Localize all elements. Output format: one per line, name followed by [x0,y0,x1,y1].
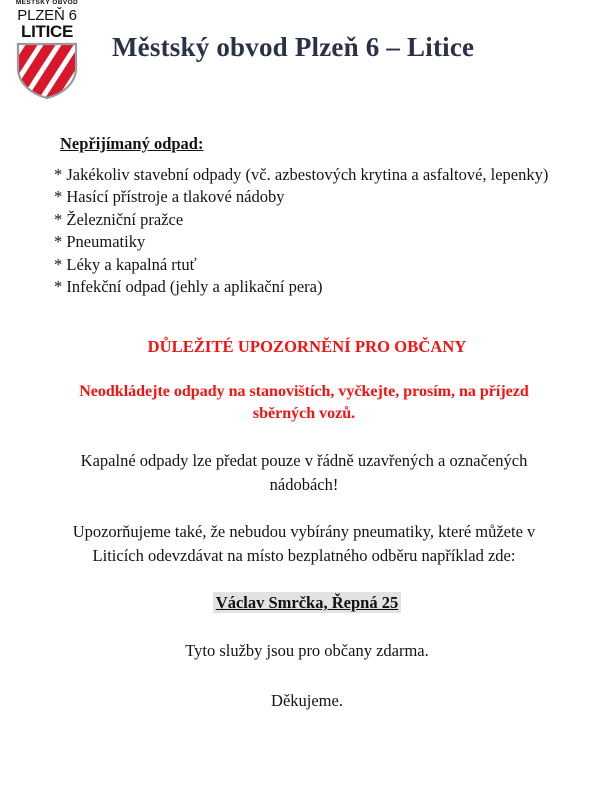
list-item [54,276,566,298]
list-item-label: Železniční pražce [66,209,184,229]
section-heading-rejected-waste: Nepřijímaný odpad: [60,134,204,153]
rejected-waste-list [48,164,566,299]
municipality-logo [8,0,86,108]
bullet-marker: * [54,209,63,229]
notice-heading: DŮLEŽITÉ UPOZORNĚNÍ PRO OBČANY [147,336,467,356]
bullet-marker: * [54,277,63,297]
list-item [54,209,566,231]
list-item-label: Jakékoliv stavební odpady (vč. azbestových krytina a asfaltové, lepenky) [66,165,549,184]
list-item-label: Pneumatiky [66,232,146,252]
list-item [54,254,566,276]
closing-statement: Tyto služby jsou pro občany zdarma. [185,641,429,661]
bullet-marker: * [54,232,63,252]
document-content [0,134,600,711]
page-title: Městský obvod Plzeň 6 – Litice [112,32,475,62]
logo-line-municipality: MĚSTSKÝ OBVOD [15,0,79,6]
list-item [54,186,566,208]
thanks-statement: Děkujeme. [271,691,343,711]
list-item-label: Infekční odpad (jehly a aplikační pera) [66,277,323,297]
logo-line-district: LITICE [20,21,74,41]
notice-paragraph: Neodkládejte odpady na stanovištích, vyčkejte, prosím, na příjezd sběrných vozů. [79,382,529,423]
list-item [54,231,566,253]
list-item [54,164,566,186]
paragraph-tyres: Upozorňujeme také, že nebudou vybírány pneumatiky, které můžete v Liticích odevzdávat na místo bezplatného odběru například zde: [72,522,536,565]
address-line [48,593,566,613]
logo-wordmark [8,0,86,40]
logo-line-city: PLZEŇ 6 [17,6,77,24]
address-highlighted-text: Václav Smrčka, Řepná 25 [213,592,401,613]
list-item-label: Léky a kapalná rtuť [66,254,197,274]
paragraph-liquid-waste: Kapalné odpady lze předat pouze v řádně uzavřených a označených nádobách! [80,451,528,494]
bullet-marker: * [54,254,63,274]
bullet-marker: * [54,165,63,184]
shield-coat-of-arms-icon [16,42,78,100]
list-item-label: Hasící přístroje a tlakové nádoby [66,187,285,207]
bullet-marker: * [54,187,63,207]
document-header [0,0,600,112]
